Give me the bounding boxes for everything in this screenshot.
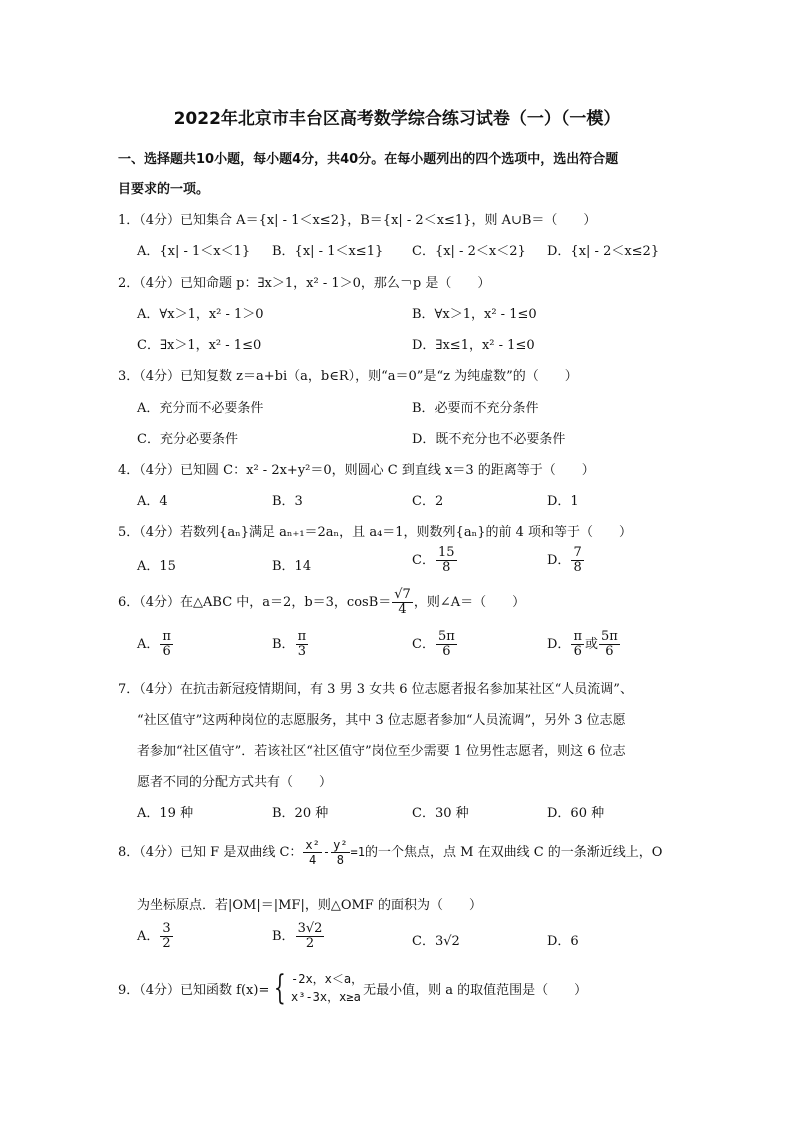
question-6-option-a	[137, 630, 174, 659]
denominator: 8	[442, 560, 451, 575]
question-8-stem	[118, 838, 662, 867]
question-6-stem	[118, 588, 525, 617]
question-7-option-d: D．60 种	[547, 806, 605, 821]
question-7-stem-line4: 愿者不同的分配方式共有（ ）	[137, 775, 333, 790]
numerator: y²	[333, 838, 348, 852]
question-3-option-c: C．充分必要条件	[137, 432, 238, 447]
question-3-stem: 3．（4分）已知复数 z＝a+bi（a，b∈R），则“a＝0”是“z 为纯虚数”的（ ）	[118, 369, 578, 384]
denominator: 4	[398, 602, 407, 617]
option-label: A．	[137, 637, 160, 652]
question-1-stem: 1．（4分）已知集合 A＝{x| - 1＜x≤2}，B＝{x| - 2＜x≤1}，则 A∪B＝（ ）	[118, 213, 597, 228]
piecewise-cases	[291, 970, 363, 1006]
numerator: 5π	[601, 629, 618, 644]
question-6-option-b	[272, 630, 309, 659]
question-8-option-d: D．6	[547, 934, 579, 949]
fraction	[303, 838, 321, 867]
fraction	[296, 922, 325, 951]
left-brace-icon: {	[274, 968, 287, 1008]
numerator: 7	[573, 545, 582, 560]
question-7-stem-line3: 者参加“社区值守”．若该社区“社区值守”岗位至少需要 1 位男性志愿者，则这 6 位志	[137, 744, 626, 759]
denominator: 6	[605, 644, 614, 659]
denominator: 6	[442, 644, 451, 659]
option-label: D．	[547, 553, 571, 568]
fraction	[296, 630, 309, 659]
question-1-option-d: D．{x| - 2＜x≤2}	[547, 244, 660, 259]
question-6-option-c	[412, 630, 458, 659]
question-4-option-c: C．2	[412, 494, 444, 509]
fraction	[599, 630, 620, 659]
question-1-option-a: A．{x| - 1＜x＜1}	[137, 244, 251, 259]
question-7-stem-line2: “社区值守”这两种岗位的志愿服务，其中 3 位志愿者参加“人员流调”，另外 3 位志愿	[137, 713, 626, 728]
question-7-option-b: B．20 种	[272, 806, 329, 821]
fraction	[331, 838, 349, 867]
numerator: 3	[162, 921, 171, 936]
option-label: A．	[137, 929, 160, 944]
section-heading-line2: 目要求的一项。	[118, 182, 210, 197]
question-2-option-d: D．∃x≤1，x² - 1≤0	[412, 338, 535, 353]
or-text: 或	[584, 637, 598, 652]
option-label: B．	[272, 929, 295, 944]
denominator: 4	[309, 853, 317, 867]
fraction	[160, 922, 172, 951]
stem-text: 8．（4分）已知 F 是双曲线 C：	[118, 845, 303, 860]
numerator: π	[162, 629, 171, 644]
denominator: 8	[573, 560, 582, 575]
question-4-option-a: A．4	[137, 494, 168, 509]
equals-one: =1	[350, 845, 365, 859]
denominator: 2	[162, 936, 171, 951]
question-2-option-b: B．∀x＞1，x² - 1≤0	[412, 307, 537, 322]
question-7-option-c: C．30 种	[412, 806, 469, 821]
numerator: 3√2	[297, 921, 323, 936]
case-2: x³-3x，x≥a	[291, 990, 361, 1004]
question-5-option-c	[412, 546, 458, 575]
stem-text: 6．（4分）在△ABC 中，a＝2，b＝3，cosB＝	[118, 595, 392, 610]
option-label: C．	[412, 637, 435, 652]
option-label: C．	[412, 553, 435, 568]
fraction	[160, 630, 173, 659]
page-title: 2022年北京市丰台区高考数学综合练习试卷（一）（一模）	[173, 109, 621, 129]
question-2-option-c: C．∃x＞1，x² - 1≤0	[137, 338, 262, 353]
question-3-option-d: D．既不充分也不必要条件	[412, 432, 566, 447]
stem-text: 的一个焦点，点 M 在双曲线 C 的一条渐近线上，O	[365, 845, 663, 860]
question-5-option-d	[547, 546, 585, 575]
option-label: B．	[272, 637, 295, 652]
denominator: 3	[297, 644, 306, 659]
question-4-option-d: D．1	[547, 494, 579, 509]
question-6-option-d	[547, 630, 621, 659]
question-8-option-b	[272, 922, 325, 951]
question-1-option-b: B．{x| - 1＜x≤1}	[272, 244, 384, 259]
fraction	[436, 630, 457, 659]
option-label: D．	[547, 637, 571, 652]
fraction	[392, 588, 413, 617]
numerator: π	[297, 629, 307, 644]
numerator: √7	[394, 587, 411, 602]
minus-sign: -	[322, 845, 331, 859]
fraction	[571, 546, 583, 575]
fraction	[436, 546, 457, 575]
question-7-option-a: A．19 种	[137, 806, 194, 821]
question-3-option-b: B．必要而不充分条件	[412, 401, 539, 416]
question-1-option-c: C．{x| - 2＜x＜2}	[412, 244, 526, 259]
denominator: 6	[573, 644, 582, 659]
case-1: -2x，x＜a，	[291, 972, 364, 986]
question-4-option-b: B．3	[272, 494, 303, 509]
question-2-option-a: A．∀x＞1，x² - 1＞0	[137, 307, 264, 322]
question-2-stem: 2．（4分）已知命题 p：∃x＞1，x² - 1＞0，那么￢p 是（ ）	[118, 276, 491, 291]
question-8-option-c: C．3√2	[412, 934, 460, 949]
denominator: 2	[305, 936, 315, 951]
numerator: 5π	[437, 629, 455, 644]
section-heading-line1: 一、选择题共10小题，每小题4分，共40分。在每小题列出的四个选项中，选出符合题	[118, 152, 619, 167]
denominator: 6	[162, 644, 171, 659]
denominator: 8	[336, 853, 344, 867]
question-3-option-a: A．充分而不必要条件	[137, 401, 264, 416]
question-4-stem: 4．（4分）已知圆 C：x² - 2x+y²＝0，则圆心 C 到直线 x＝3 的距离等于（ ）	[118, 463, 595, 478]
question-7-stem-line1: 7．（4分）在抗击新冠疫情期间，有 3 男 3 女共 6 位志愿者报名参加某社区“人员流调”、	[118, 682, 633, 697]
question-5-stem: 5．（4分）若数列{aₙ}满足 aₙ₊₁＝2aₙ，且 a₄＝1，则数列{aₙ}的前 4 项和等于（ ）	[118, 525, 633, 540]
numerator: x²	[305, 838, 320, 852]
question-8-stem-line2: 为坐标原点．若|OM|＝|MF|，则△OMF 的面积为（ ）	[137, 898, 482, 913]
question-9-stem	[118, 970, 587, 1006]
fraction	[571, 630, 584, 659]
numerator: π	[573, 629, 582, 644]
numerator: 15	[437, 545, 455, 560]
stem-text: ，则∠A＝（ ）	[413, 595, 526, 610]
stem-text: 无最小值，则 a 的取值范围是（ ）	[363, 982, 588, 998]
question-5-option-b: B．14	[272, 559, 312, 574]
question-8-option-a	[137, 922, 174, 951]
stem-text: 9．（4分）已知函数 f(x)=	[118, 982, 270, 998]
question-5-option-a: A．15	[137, 559, 176, 574]
